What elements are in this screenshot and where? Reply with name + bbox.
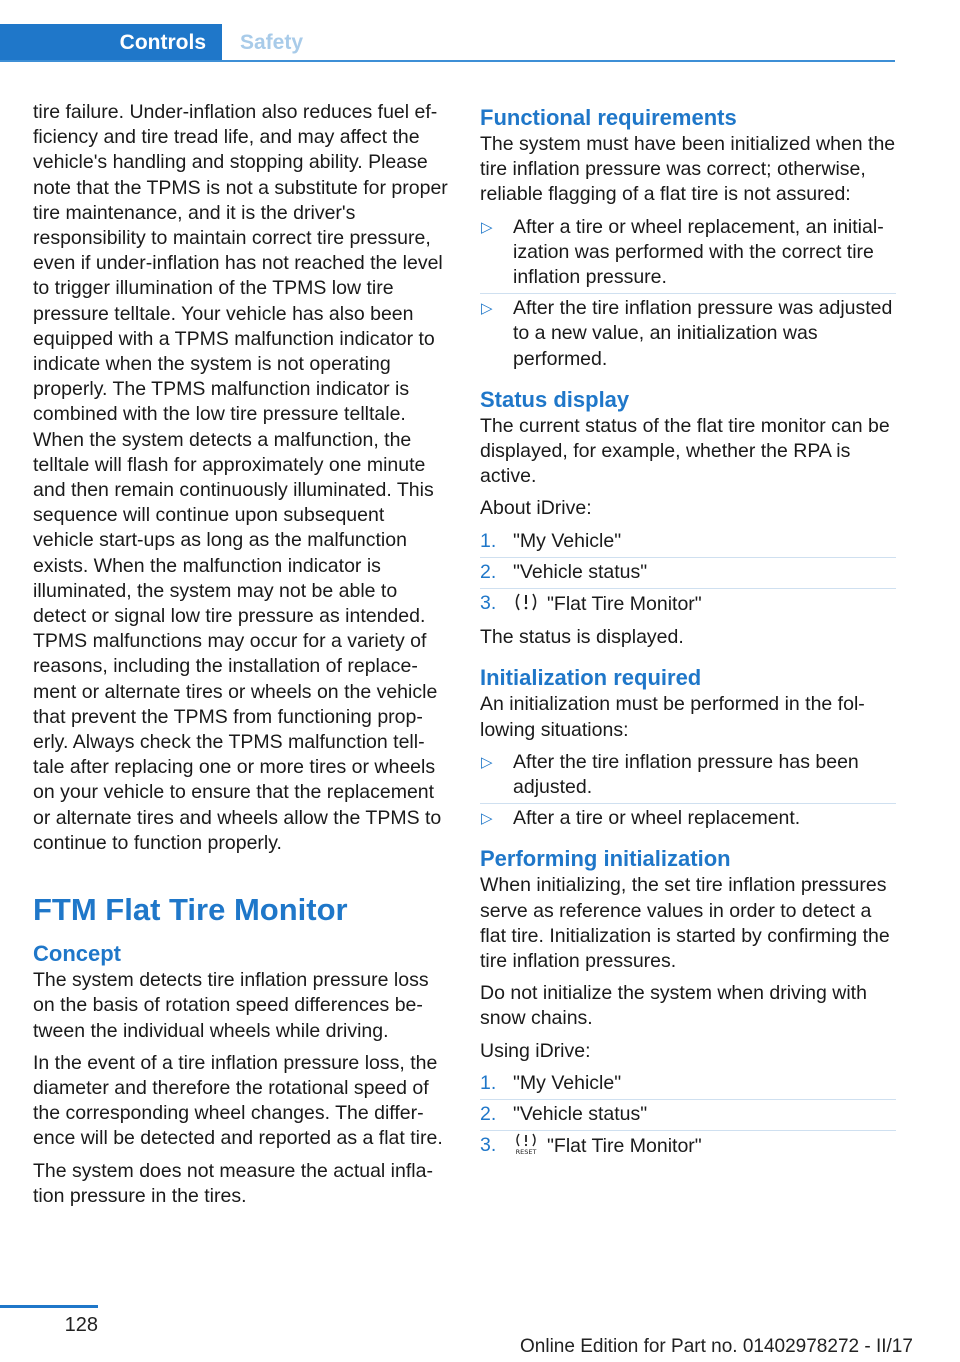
status-paragraph: The current status of the flat tire monitor can be displayed, for example, whether the RPA is active. xyxy=(480,414,890,488)
performing-paragraph-2: Do not initialize the system when driving with snow chains. xyxy=(480,982,867,1030)
footer-rule xyxy=(0,1305,98,1308)
concept-heading: Concept xyxy=(33,941,121,967)
init-required-list xyxy=(480,750,896,832)
performing-heading: Performing initialization xyxy=(480,846,731,872)
left-column xyxy=(33,100,449,1216)
edition-text: Online Edition for Part no. 01402978272 - II/17 xyxy=(520,1336,913,1357)
right-column xyxy=(480,100,896,1168)
performing-using: Using iDrive: xyxy=(480,1039,591,1062)
functional-paragraph: The system must have been initialized when the tire inflation pressure was correct; otherwise, reliable flagging of a flat tire is not assured: xyxy=(480,133,896,206)
list-item: 2. "Vehicle status" xyxy=(480,1102,896,1127)
tab-controls[interactable]: Controls xyxy=(0,24,222,62)
list-item: ▷ After a tire or wheel replacement. xyxy=(480,806,896,831)
concept-paragraph-2: In the event of a tire inflation pressure loss, the diameter and therefore the rotational speed of the corresponding wheel changes. The difference will be detected and reported as a flat tire. xyxy=(33,1051,443,1150)
status-steps xyxy=(480,529,896,618)
list-item: 1. "My Vehicle" xyxy=(480,1071,896,1096)
section-title: FTM Flat Tire Monitor xyxy=(33,892,348,928)
list-item: 1. "My Vehicle" xyxy=(480,529,896,554)
triangle-bullet-icon: ▷ xyxy=(481,753,493,771)
status-heading: Status display xyxy=(480,386,630,412)
tire-reset-icon xyxy=(513,1133,539,1155)
triangle-bullet-icon: ▷ xyxy=(481,218,493,236)
init-required-heading: Initialization required xyxy=(480,665,702,691)
list-item: ▷ After the tire inflation pressure has been adjusted. xyxy=(480,750,896,800)
init-required-paragraph: An initialization must be performed in the following situations: xyxy=(480,693,865,741)
functional-heading: Functional requirements xyxy=(480,105,737,130)
concept-paragraph-3: The system does not measure the actual inflation pressure in the tires. xyxy=(33,1159,433,1207)
list-item: ▷ After the tire inflation pressure was adjusted to a new value, an initialization was performed. xyxy=(481,297,893,370)
performing-paragraph-1: When initializing, the set tire inflation pressures serve as reference values in order to detect a flat tire. Initialization is started by confirming the tire inflation pressures. xyxy=(480,874,890,973)
status-result: The status is displayed. xyxy=(480,626,684,649)
triangle-bullet-icon: ▷ xyxy=(481,300,493,318)
header-rule xyxy=(0,60,895,62)
concept-paragraph-1: The system detects tire inflation pressure loss on the basis of rotation speed differences between the individual wheels while driving. xyxy=(33,969,429,1042)
triangle-bullet-icon: ▷ xyxy=(481,810,493,828)
intro-paragraph: tire failure. Under-inflation also reduces fuel efficiency and tire tread life, and may affect the vehicle's handling and stopping ability. Please note that the TPMS is not a substitute for proper tire maintenance, and it is the driver's responsibility to maintain correct tire pressure, even if under-inflation has not reached the level to trigger illumination of the TPMS low tire pressure telltale. Your vehicle has also been equipped with a TPMS malfunction indicator to indicate when the system is not operating properly. The TPMS malfunction indicator is combined with the low tire pressure telltale. When the system detects a malfunction, the telltale will flash for approximately one minute and then remain continuously illuminated. This sequence will continue upon subsequent vehicle start-ups as long as the malfunction exists. When the malfunction indicator is illuminated, the system may not be able to detect or signal low tire pressure as intended. TPMS malfunctions may occur for a variety of reasons, including the installation of replacement or alternate tires or wheels on the vehicle that prevent the TPMS from functioning properly. Always check the TPMS malfunction telltale after replacing one or more tires or wheels on your vehicle to ensure that the replacement or alternate tires and wheels allow the TPMS to continue to function properly. xyxy=(33,101,448,854)
svg-text:RESET: RESET xyxy=(515,1148,537,1156)
tire-warning-icon xyxy=(513,591,539,613)
list-item: 3. "Flat Tire Monitor" xyxy=(480,592,702,616)
list-item: 3. RESET "Flat Tire Monitor" xyxy=(480,1134,702,1158)
tab-safety[interactable]: Safety xyxy=(240,31,304,54)
list-item: 2. "Vehicle status" xyxy=(480,560,896,585)
performing-steps xyxy=(480,1071,896,1160)
status-about: About iDrive: xyxy=(480,497,592,520)
page-number: 128 xyxy=(64,1314,98,1336)
header-tabs xyxy=(0,24,895,62)
functional-list xyxy=(480,215,896,372)
list-item: ▷ After a tire or wheel replacement, an initialization was performed with the correct tire inflation pressure. xyxy=(480,215,896,291)
